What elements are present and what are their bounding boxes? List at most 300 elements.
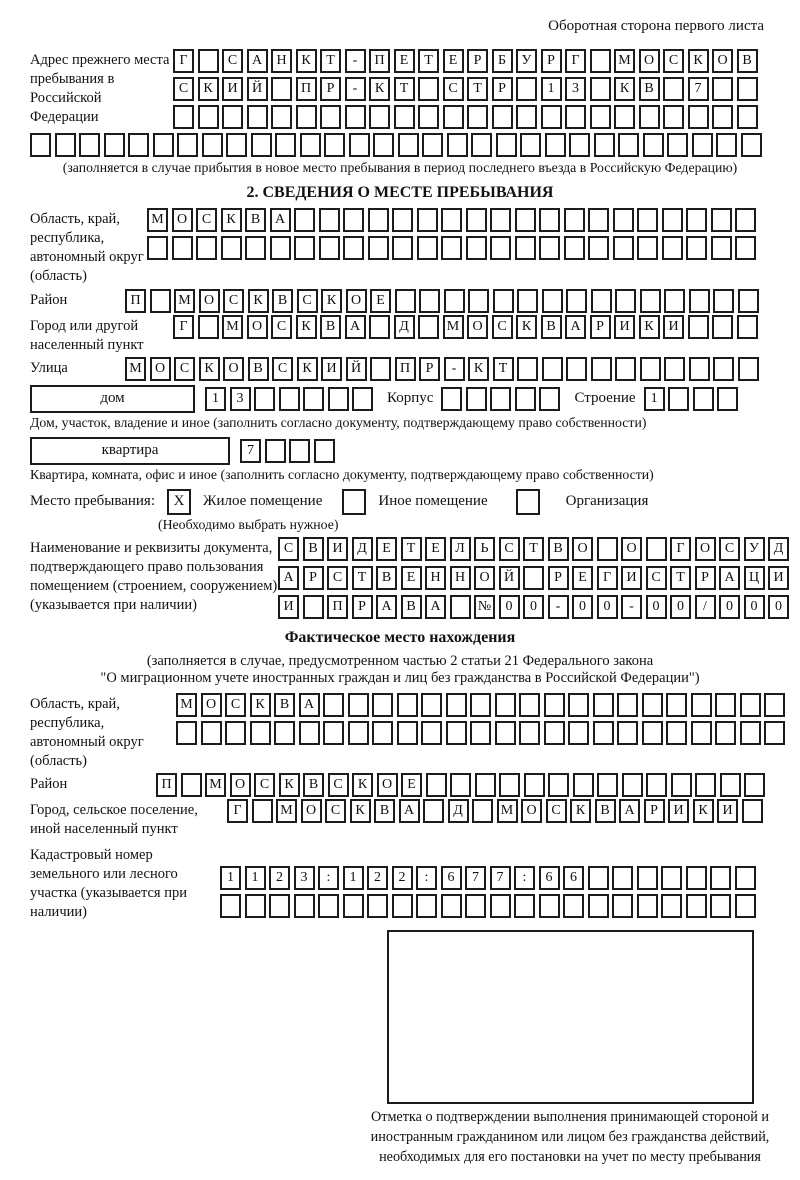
char-cell[interactable]	[710, 894, 731, 918]
char-cell[interactable]: 7	[688, 77, 709, 101]
char-cell[interactable]	[713, 357, 734, 381]
char-cell[interactable]	[741, 133, 762, 157]
char-cell[interactable]	[544, 721, 565, 745]
char-cell[interactable]	[612, 866, 633, 890]
char-cell[interactable]	[493, 289, 514, 313]
char-cell[interactable]: О	[377, 773, 398, 797]
char-cell[interactable]	[597, 537, 618, 561]
char-cell[interactable]: К	[639, 315, 660, 339]
char-cell[interactable]: 1	[644, 387, 665, 411]
char-cell[interactable]	[622, 773, 643, 797]
char-cell[interactable]	[221, 236, 242, 260]
char-cell[interactable]	[713, 289, 734, 313]
char-cell[interactable]	[712, 315, 733, 339]
char-cell[interactable]	[663, 77, 684, 101]
char-cell[interactable]	[564, 236, 585, 260]
char-cell[interactable]	[294, 236, 315, 260]
char-cell[interactable]	[443, 105, 464, 129]
char-cell[interactable]	[324, 133, 345, 157]
char-cell[interactable]	[735, 866, 756, 890]
char-cell[interactable]	[514, 894, 535, 918]
char-cell[interactable]	[198, 49, 219, 73]
char-cell[interactable]: В	[541, 315, 562, 339]
char-cell[interactable]: 0	[572, 595, 593, 619]
char-cell[interactable]: П	[296, 77, 317, 101]
char-cell[interactable]	[568, 721, 589, 745]
char-cell[interactable]	[539, 208, 560, 232]
char-cell[interactable]: Д	[394, 315, 415, 339]
char-cell[interactable]: К	[516, 315, 537, 339]
char-cell[interactable]: Е	[443, 49, 464, 73]
char-cell[interactable]	[695, 773, 716, 797]
char-cell[interactable]: 7	[465, 866, 486, 890]
char-cell[interactable]: К	[468, 357, 489, 381]
char-cell[interactable]	[495, 693, 516, 717]
char-cell[interactable]: Т	[418, 49, 439, 73]
char-cell[interactable]	[173, 105, 194, 129]
char-cell[interactable]	[541, 105, 562, 129]
char-cell[interactable]: К	[321, 289, 342, 313]
char-cell[interactable]	[564, 208, 585, 232]
char-cell[interactable]: Р	[695, 566, 716, 590]
char-cell[interactable]: О	[172, 208, 193, 232]
char-cell[interactable]: С	[492, 315, 513, 339]
checkbox-residential[interactable]: X	[167, 489, 191, 515]
char-cell[interactable]	[565, 105, 586, 129]
char-cell[interactable]: В	[548, 537, 569, 561]
char-cell[interactable]	[343, 208, 364, 232]
char-cell[interactable]: 0	[523, 595, 544, 619]
char-cell[interactable]	[691, 721, 712, 745]
char-cell[interactable]: А	[345, 315, 366, 339]
char-cell[interactable]: К	[248, 289, 269, 313]
char-cell[interactable]	[245, 236, 266, 260]
char-cell[interactable]: К	[614, 77, 635, 101]
char-cell[interactable]	[520, 133, 541, 157]
char-cell[interactable]: В	[401, 595, 422, 619]
char-cell[interactable]: П	[395, 357, 416, 381]
char-cell[interactable]: С	[719, 537, 740, 561]
char-cell[interactable]	[392, 236, 413, 260]
char-cell[interactable]: М	[205, 773, 226, 797]
char-cell[interactable]	[198, 315, 219, 339]
char-cell[interactable]	[490, 894, 511, 918]
char-cell[interactable]	[642, 721, 663, 745]
char-cell[interactable]	[517, 357, 538, 381]
char-cell[interactable]	[742, 799, 763, 823]
char-cell[interactable]: С	[173, 77, 194, 101]
char-cell[interactable]	[472, 799, 493, 823]
char-cell[interactable]	[715, 721, 736, 745]
char-cell[interactable]	[369, 105, 390, 129]
char-cell[interactable]	[666, 693, 687, 717]
char-cell[interactable]	[419, 289, 440, 313]
char-cell[interactable]	[303, 387, 324, 411]
char-cell[interactable]	[617, 693, 638, 717]
char-cell[interactable]	[55, 133, 76, 157]
char-cell[interactable]: А	[247, 49, 268, 73]
char-cell[interactable]: С	[297, 289, 318, 313]
char-cell[interactable]: С	[254, 773, 275, 797]
char-cell[interactable]: О	[150, 357, 171, 381]
char-cell[interactable]: О	[199, 289, 220, 313]
char-cell[interactable]	[468, 289, 489, 313]
char-cell[interactable]: -	[548, 595, 569, 619]
char-cell[interactable]: -	[345, 77, 366, 101]
char-cell[interactable]	[618, 133, 639, 157]
char-cell[interactable]: К	[369, 77, 390, 101]
char-cell[interactable]: В	[303, 537, 324, 561]
char-cell[interactable]	[764, 693, 785, 717]
char-cell[interactable]	[418, 315, 439, 339]
char-cell[interactable]	[471, 133, 492, 157]
char-cell[interactable]	[691, 693, 712, 717]
char-cell[interactable]: К	[352, 773, 373, 797]
char-cell[interactable]	[693, 387, 714, 411]
char-cell[interactable]: Й	[346, 357, 367, 381]
char-cell[interactable]: А	[399, 799, 420, 823]
char-cell[interactable]: К	[297, 357, 318, 381]
char-cell[interactable]: П	[369, 49, 390, 73]
char-cell[interactable]	[593, 721, 614, 745]
char-cell[interactable]: М	[276, 799, 297, 823]
char-cell[interactable]	[423, 799, 444, 823]
char-cell[interactable]	[392, 208, 413, 232]
char-cell[interactable]	[441, 236, 462, 260]
char-cell[interactable]	[668, 387, 689, 411]
char-cell[interactable]	[426, 773, 447, 797]
char-cell[interactable]	[737, 77, 758, 101]
char-cell[interactable]	[613, 208, 634, 232]
char-cell[interactable]	[515, 236, 536, 260]
char-cell[interactable]	[637, 894, 658, 918]
char-cell[interactable]	[397, 693, 418, 717]
char-cell[interactable]	[421, 693, 442, 717]
char-cell[interactable]	[323, 693, 344, 717]
char-cell[interactable]	[615, 289, 636, 313]
char-cell[interactable]: Т	[493, 357, 514, 381]
char-cell[interactable]	[737, 105, 758, 129]
char-cell[interactable]: С	[546, 799, 567, 823]
char-cell[interactable]	[323, 721, 344, 745]
char-cell[interactable]	[394, 105, 415, 129]
char-cell[interactable]	[352, 387, 373, 411]
char-cell[interactable]	[740, 721, 761, 745]
char-cell[interactable]: Н	[450, 566, 471, 590]
char-cell[interactable]	[490, 208, 511, 232]
char-cell[interactable]: О	[201, 693, 222, 717]
char-cell[interactable]	[663, 105, 684, 129]
char-cell[interactable]	[328, 387, 349, 411]
char-cell[interactable]: К	[198, 77, 219, 101]
char-cell[interactable]	[441, 208, 462, 232]
char-cell[interactable]	[566, 357, 587, 381]
char-cell[interactable]	[516, 105, 537, 129]
char-cell[interactable]	[319, 208, 340, 232]
char-cell[interactable]: М	[222, 315, 243, 339]
char-cell[interactable]	[275, 133, 296, 157]
char-cell[interactable]	[689, 289, 710, 313]
char-cell[interactable]	[588, 208, 609, 232]
char-cell[interactable]	[496, 133, 517, 157]
char-cell[interactable]: Р	[492, 77, 513, 101]
char-cell[interactable]: Г	[565, 49, 586, 73]
char-cell[interactable]: Д	[448, 799, 469, 823]
char-cell[interactable]: В	[376, 566, 397, 590]
char-cell[interactable]	[590, 77, 611, 101]
char-cell[interactable]: Р	[303, 566, 324, 590]
char-cell[interactable]	[418, 77, 439, 101]
char-cell[interactable]: А	[719, 566, 740, 590]
char-cell[interactable]: В	[245, 208, 266, 232]
char-cell[interactable]: 7	[490, 866, 511, 890]
char-cell[interactable]: С	[328, 773, 349, 797]
char-cell[interactable]	[279, 387, 300, 411]
char-cell[interactable]: Е	[425, 537, 446, 561]
char-cell[interactable]	[397, 721, 418, 745]
char-cell[interactable]: О	[223, 357, 244, 381]
char-cell[interactable]	[318, 894, 339, 918]
char-cell[interactable]	[271, 77, 292, 101]
char-cell[interactable]: А	[278, 566, 299, 590]
char-cell[interactable]	[712, 77, 733, 101]
char-cell[interactable]	[466, 236, 487, 260]
char-cell[interactable]	[467, 105, 488, 129]
char-cell[interactable]	[368, 236, 389, 260]
char-cell[interactable]: 0	[646, 595, 667, 619]
char-cell[interactable]: Г	[173, 49, 194, 73]
char-cell[interactable]: Р	[541, 49, 562, 73]
char-cell[interactable]	[104, 133, 125, 157]
checkbox-organization[interactable]	[516, 489, 540, 515]
char-cell[interactable]: Г	[597, 566, 618, 590]
char-cell[interactable]	[666, 721, 687, 745]
char-cell[interactable]: Д	[352, 537, 373, 561]
char-cell[interactable]	[515, 208, 536, 232]
char-cell[interactable]: Ь	[474, 537, 495, 561]
char-cell[interactable]: Д	[768, 537, 789, 561]
char-cell[interactable]: С	[272, 357, 293, 381]
char-cell[interactable]: 1	[220, 866, 241, 890]
char-cell[interactable]	[617, 721, 638, 745]
char-cell[interactable]: И	[278, 595, 299, 619]
char-cell[interactable]: 2	[392, 866, 413, 890]
char-cell[interactable]	[664, 289, 685, 313]
char-cell[interactable]	[196, 236, 217, 260]
char-cell[interactable]	[30, 133, 51, 157]
char-cell[interactable]	[250, 721, 271, 745]
char-cell[interactable]	[686, 866, 707, 890]
char-cell[interactable]	[764, 721, 785, 745]
char-cell[interactable]: О	[712, 49, 733, 73]
char-cell[interactable]	[643, 133, 664, 157]
char-cell[interactable]: Т	[394, 77, 415, 101]
char-cell[interactable]	[688, 105, 709, 129]
char-cell[interactable]: В	[374, 799, 395, 823]
char-cell[interactable]	[720, 773, 741, 797]
char-cell[interactable]	[523, 566, 544, 590]
char-cell[interactable]	[710, 866, 731, 890]
char-cell[interactable]	[661, 866, 682, 890]
char-cell[interactable]	[254, 387, 275, 411]
char-cell[interactable]: Р	[590, 315, 611, 339]
char-cell[interactable]: 3	[565, 77, 586, 101]
char-cell[interactable]: Н	[425, 566, 446, 590]
char-cell[interactable]	[417, 208, 438, 232]
char-cell[interactable]	[446, 693, 467, 717]
char-cell[interactable]: Г	[173, 315, 194, 339]
char-cell[interactable]	[466, 208, 487, 232]
char-cell[interactable]: /	[695, 595, 716, 619]
char-cell[interactable]: Е	[572, 566, 593, 590]
char-cell[interactable]: Е	[401, 566, 422, 590]
char-cell[interactable]	[637, 208, 658, 232]
char-cell[interactable]	[614, 105, 635, 129]
char-cell[interactable]: :	[318, 866, 339, 890]
char-cell[interactable]	[692, 133, 713, 157]
char-cell[interactable]: В	[272, 289, 293, 313]
char-cell[interactable]	[225, 721, 246, 745]
char-cell[interactable]: О	[621, 537, 642, 561]
char-cell[interactable]	[128, 133, 149, 157]
char-cell[interactable]: А	[376, 595, 397, 619]
char-cell[interactable]	[422, 133, 443, 157]
char-cell[interactable]: У	[516, 49, 537, 73]
char-cell[interactable]	[588, 866, 609, 890]
char-cell[interactable]	[465, 894, 486, 918]
char-cell[interactable]: М	[614, 49, 635, 73]
char-cell[interactable]	[539, 236, 560, 260]
char-cell[interactable]	[296, 105, 317, 129]
char-cell[interactable]: 2	[367, 866, 388, 890]
char-cell[interactable]	[711, 208, 732, 232]
char-cell[interactable]: К	[296, 49, 317, 73]
char-cell[interactable]: Т	[670, 566, 691, 590]
char-cell[interactable]	[372, 721, 393, 745]
char-cell[interactable]	[395, 289, 416, 313]
char-cell[interactable]: А	[619, 799, 640, 823]
char-cell[interactable]: Р	[320, 77, 341, 101]
char-cell[interactable]: И	[614, 315, 635, 339]
char-cell[interactable]: 0	[719, 595, 740, 619]
char-cell[interactable]	[450, 595, 471, 619]
char-cell[interactable]: :	[416, 866, 437, 890]
char-cell[interactable]: 2	[269, 866, 290, 890]
char-cell[interactable]	[613, 236, 634, 260]
char-cell[interactable]	[542, 289, 563, 313]
char-cell[interactable]	[689, 357, 710, 381]
char-cell[interactable]: А	[425, 595, 446, 619]
char-cell[interactable]	[398, 133, 419, 157]
char-cell[interactable]: И	[768, 566, 789, 590]
char-cell[interactable]: 0	[670, 595, 691, 619]
char-cell[interactable]	[646, 773, 667, 797]
char-cell[interactable]: Й	[499, 566, 520, 590]
char-cell[interactable]	[417, 236, 438, 260]
char-cell[interactable]: В	[303, 773, 324, 797]
char-cell[interactable]: С	[646, 566, 667, 590]
char-cell[interactable]	[499, 773, 520, 797]
char-cell[interactable]	[637, 236, 658, 260]
char-cell[interactable]	[566, 289, 587, 313]
char-cell[interactable]	[202, 133, 223, 157]
char-cell[interactable]	[715, 693, 736, 717]
char-cell[interactable]	[495, 721, 516, 745]
char-cell[interactable]: М	[125, 357, 146, 381]
char-cell[interactable]	[349, 133, 370, 157]
char-cell[interactable]: Г	[227, 799, 248, 823]
char-cell[interactable]: В	[274, 693, 295, 717]
char-cell[interactable]: И	[621, 566, 642, 590]
char-cell[interactable]	[590, 49, 611, 73]
char-cell[interactable]	[441, 387, 462, 411]
char-cell[interactable]: 1	[205, 387, 226, 411]
char-cell[interactable]	[176, 721, 197, 745]
char-cell[interactable]: О	[572, 537, 593, 561]
char-cell[interactable]	[153, 133, 174, 157]
char-cell[interactable]	[245, 894, 266, 918]
char-cell[interactable]: С	[222, 49, 243, 73]
char-cell[interactable]: В	[639, 77, 660, 101]
char-cell[interactable]: Ц	[744, 566, 765, 590]
char-cell[interactable]: Й	[247, 77, 268, 101]
char-cell[interactable]: О	[521, 799, 542, 823]
char-cell[interactable]: С	[225, 693, 246, 717]
char-cell[interactable]: 0	[597, 595, 618, 619]
char-cell[interactable]: С	[443, 77, 464, 101]
char-cell[interactable]: 0	[499, 595, 520, 619]
char-cell[interactable]: С	[325, 799, 346, 823]
char-cell[interactable]	[314, 439, 335, 463]
char-cell[interactable]: В	[737, 49, 758, 73]
checkbox-other-premises[interactable]	[342, 489, 366, 515]
char-cell[interactable]: А	[299, 693, 320, 717]
char-cell[interactable]: К	[296, 315, 317, 339]
char-cell[interactable]	[591, 289, 612, 313]
char-cell[interactable]	[639, 105, 660, 129]
char-cell[interactable]: А	[270, 208, 291, 232]
char-cell[interactable]	[664, 357, 685, 381]
char-cell[interactable]: А	[565, 315, 586, 339]
char-cell[interactable]	[247, 105, 268, 129]
char-cell[interactable]	[737, 315, 758, 339]
char-cell[interactable]: 1	[541, 77, 562, 101]
char-cell[interactable]: Т	[467, 77, 488, 101]
char-cell[interactable]	[421, 721, 442, 745]
char-cell[interactable]	[201, 721, 222, 745]
char-cell[interactable]	[446, 721, 467, 745]
char-cell[interactable]	[269, 894, 290, 918]
char-cell[interactable]	[466, 387, 487, 411]
char-cell[interactable]: К	[570, 799, 591, 823]
char-cell[interactable]	[517, 289, 538, 313]
char-cell[interactable]: И	[327, 537, 348, 561]
char-cell[interactable]: -	[345, 49, 366, 73]
char-cell[interactable]	[542, 357, 563, 381]
char-cell[interactable]: Е	[376, 537, 397, 561]
char-cell[interactable]: П	[327, 595, 348, 619]
char-cell[interactable]: О	[695, 537, 716, 561]
char-cell[interactable]	[79, 133, 100, 157]
char-cell[interactable]	[441, 894, 462, 918]
char-cell[interactable]	[662, 208, 683, 232]
char-cell[interactable]	[539, 387, 560, 411]
char-cell[interactable]	[716, 133, 737, 157]
char-cell[interactable]: И	[663, 315, 684, 339]
char-cell[interactable]: Р	[467, 49, 488, 73]
char-cell[interactable]	[615, 357, 636, 381]
char-cell[interactable]: 7	[240, 439, 261, 463]
